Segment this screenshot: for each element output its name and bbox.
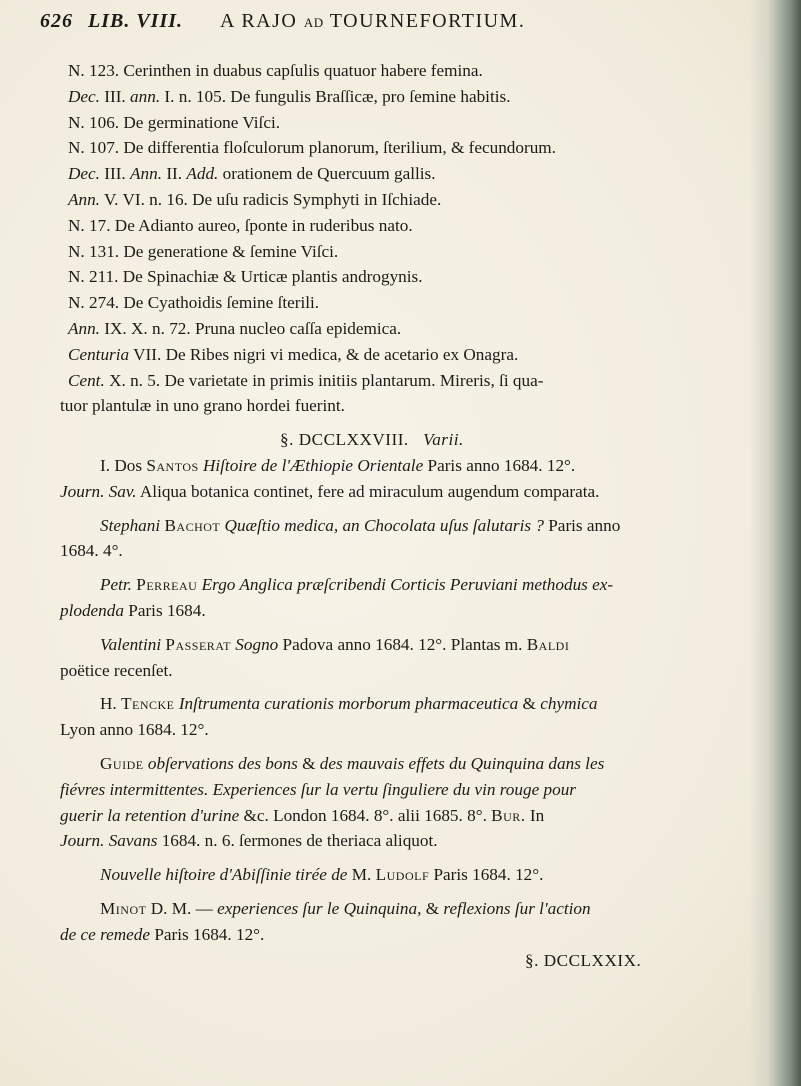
entry-line: 1684. 4°.	[60, 541, 123, 561]
text-line: Ann. IX. X. n. 72. Pruna nucleo caſſa epidemica.	[68, 318, 402, 338]
text-line: N. 131. De generatione & ſemine Viſci.	[68, 241, 339, 261]
text-line: N. 274. De Cyathoidis ſemine ſterili.	[68, 293, 320, 313]
text-line: Cent. X. n. 5. De varietate in primis initiis plantarum. Mireris, ſi qua-	[68, 370, 544, 390]
entry-line: fiévres intermittentes. Experiences ſur la vertu ſinguliere du vin rouge pour	[60, 779, 576, 799]
entry-line: Lyon anno 1684. 12°.	[60, 720, 209, 740]
text-line: N. 107. De differentia floſculorum planorum, ſterilium, & fecundorum.	[68, 138, 556, 158]
entry-line: Guide obſervations des bons & des mauvais effets du Quinquina dans les	[100, 753, 605, 773]
entry-line: I. Dos Santos Hiſtoire de l'Æthiopie Orientale Paris anno 1684. 12°.	[100, 455, 576, 475]
page-number: 626	[40, 10, 73, 32]
text-line: N. 106. De germinatione Viſci.	[68, 112, 281, 132]
entry-line: Nouvelle hiſtoire d'Abiſſinie tirée de M. Ludolf Paris 1684. 12°.	[100, 865, 544, 885]
entry-line: guerir la retention d'urine &c. London 1684. 8°. alii 1685. 8°. Bur. In	[60, 805, 545, 825]
entry-line: Journ. Savans 1684. n. 6. ſermones de theriaca aliquot.	[60, 831, 438, 851]
catchword-section: §. DCCLXXIX.	[525, 950, 642, 970]
entry-line: Minot D. M. — experiences ſur le Quinquina, & reflexions ſur l'action	[100, 898, 591, 918]
book-label: LIB. VIII.	[88, 10, 184, 32]
text-line: Ann. V. VI. n. 16. De uſu radicis Symphyti in Iſchiade.	[68, 189, 442, 209]
text-line: N. 17. De Adianto aureo, ſponte in ruderibus nato.	[68, 215, 413, 235]
entry-line: de ce remede Paris 1684. 12°.	[60, 924, 265, 944]
text-line: N. 123. Cerinthen in duabus capſulis quatuor habere femina.	[68, 61, 483, 80]
running-title: A RAJO AD TOURNEFORTIUM.	[220, 10, 526, 32]
entry-line: Petr. Perreau Ergo Anglica præſcribendi Corticis Peruviani methodus ex-	[100, 575, 614, 595]
entry-line: H. Tencke Inſtrumenta curationis morborum pharmaceutica & chymica	[100, 694, 598, 714]
page-header	[40, 10, 760, 40]
entry-line: Journ. Sav. Aliqua botanica continet, fere ad miraculum augendum comparata.	[60, 481, 600, 501]
entry-line: Valentini Passerat Sogno Padova anno 1684. 12°. Plantas m. Baldi	[100, 634, 570, 654]
text-line: N. 211. De Spinachiæ & Urticæ plantis androgynis.	[68, 267, 423, 287]
text-line: Centuria VII. De Ribes nigri vi medica, & de acetario ex Onagra.	[68, 344, 519, 364]
page-body	[60, 58, 760, 973]
text-line: Dec. III. ann. I. n. 105. De fungulis Braſſicæ, pro ſemine habitis.	[68, 86, 511, 106]
entry-line: plodenda Paris 1684.	[60, 600, 206, 620]
text-line: tuor plantulæ in uno grano hordei fuerint.	[60, 396, 345, 416]
section-heading: §. DCCLXXVIII. Varii.	[280, 430, 464, 450]
entry-line: Stephani Bachot Quæſtio medica, an Chocolata uſus ſalutaris ? Paris anno	[100, 515, 621, 535]
text-line: Dec. III. Ann. II. Add. orationem de Quercuum gallis.	[68, 164, 436, 184]
entry-line: poëtice recenſet.	[60, 660, 173, 680]
